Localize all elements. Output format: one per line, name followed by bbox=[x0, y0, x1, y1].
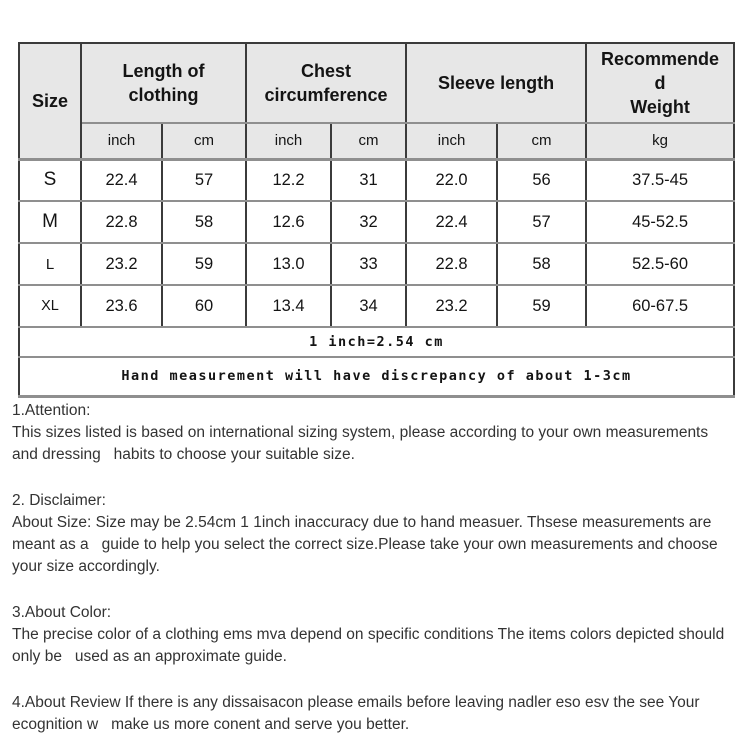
section-disclaimer bbox=[12, 490, 744, 578]
value-cell: 13.0 bbox=[246, 243, 331, 285]
value-cell: 12.2 bbox=[246, 159, 331, 201]
size-cell: S bbox=[19, 159, 81, 201]
value-cell: 33 bbox=[331, 243, 406, 285]
header-sleeve-length bbox=[406, 43, 586, 123]
unit-cell: kg bbox=[586, 123, 734, 159]
section-title: 1.Attention: bbox=[12, 402, 91, 419]
value-cell: 23.2 bbox=[81, 243, 162, 285]
header-line: Recommende bbox=[601, 49, 720, 69]
header-line: d bbox=[654, 73, 666, 93]
table-units-row bbox=[19, 123, 734, 159]
size-cell: XL bbox=[19, 285, 81, 327]
table-row bbox=[19, 285, 734, 327]
value-cell: 58 bbox=[162, 201, 246, 243]
value-cell: 13.4 bbox=[246, 285, 331, 327]
measurement-discrepancy-note: Hand measurement will have discrepancy of about 1-3cm bbox=[19, 357, 734, 396]
value-cell: 31 bbox=[331, 159, 406, 201]
size-cell: M bbox=[19, 201, 81, 243]
size-cell: L bbox=[19, 243, 81, 285]
value-cell: 56 bbox=[497, 159, 586, 201]
header-length-of-clothing bbox=[81, 43, 246, 123]
value-cell: 12.6 bbox=[246, 201, 331, 243]
table-note-row bbox=[19, 357, 734, 396]
value-cell: 45-52.5 bbox=[586, 201, 734, 243]
section-about-color bbox=[12, 602, 744, 668]
section-title: 2. Disclaimer: bbox=[12, 492, 106, 509]
size-table bbox=[18, 42, 735, 398]
table-note-row bbox=[19, 327, 734, 357]
value-cell: 32 bbox=[331, 201, 406, 243]
unit-cell: cm bbox=[497, 123, 586, 159]
value-cell: 23.2 bbox=[406, 285, 497, 327]
section-attention bbox=[12, 400, 744, 466]
section-line: your size accordingly. bbox=[12, 558, 160, 575]
section-line: only be used as an approximate guide. bbox=[12, 648, 287, 665]
value-cell: 57 bbox=[497, 201, 586, 243]
table-row bbox=[19, 243, 734, 285]
header-line: circumference bbox=[264, 85, 388, 105]
unit-cell: cm bbox=[331, 123, 406, 159]
header-line: Chest bbox=[301, 61, 352, 81]
value-cell: 60 bbox=[162, 285, 246, 327]
table-row bbox=[19, 201, 734, 243]
value-cell: 23.6 bbox=[81, 285, 162, 327]
inch-conversion-note: 1 inch=2.54 cm bbox=[19, 327, 734, 357]
header-line: Weight bbox=[630, 97, 690, 117]
header-recommended-weight bbox=[586, 43, 734, 123]
unit-cell: inch bbox=[246, 123, 331, 159]
value-cell: 59 bbox=[162, 243, 246, 285]
value-cell: 22.0 bbox=[406, 159, 497, 201]
unit-cell: inch bbox=[81, 123, 162, 159]
value-cell: 58 bbox=[497, 243, 586, 285]
unit-cell: inch bbox=[406, 123, 497, 159]
section-line: meant as a guide to help you select the correct size.Please take your own measurements and choose bbox=[12, 536, 718, 553]
header-line: Length of bbox=[122, 61, 205, 81]
value-cell: 60-67.5 bbox=[586, 285, 734, 327]
value-cell: 52.5-60 bbox=[586, 243, 734, 285]
section-line: and dressing habits to choose your suitable size. bbox=[12, 446, 355, 463]
section-line: ecognition w make us more conent and serve you better. bbox=[12, 716, 410, 733]
notes-sections bbox=[12, 400, 744, 750]
section-title: 3.About Color: bbox=[12, 604, 112, 621]
value-cell: 59 bbox=[497, 285, 586, 327]
value-cell: 22.8 bbox=[81, 201, 162, 243]
value-cell: 22.8 bbox=[406, 243, 497, 285]
header-size: Size bbox=[19, 43, 81, 159]
unit-cell: cm bbox=[162, 123, 246, 159]
value-cell: 34 bbox=[331, 285, 406, 327]
header-line: Sleeve length bbox=[438, 73, 555, 93]
table-row bbox=[19, 159, 734, 201]
section-about-review bbox=[12, 692, 744, 736]
section-line: 4.About Review If there is any dissaisacon please emails before leaving nadler eso esv the see Your bbox=[12, 694, 700, 711]
section-line: About Size: Size may be 2.54cm 1 1inch inaccuracy due to hand measuer. Thsese measurements are bbox=[12, 514, 712, 531]
section-line: The precise color of a clothing ems mva depend on specific conditions The items colors depicted should bbox=[12, 626, 725, 643]
header-line: clothing bbox=[128, 85, 199, 105]
table-header-row bbox=[19, 43, 734, 123]
header-chest-circumference bbox=[246, 43, 406, 123]
value-cell: 57 bbox=[162, 159, 246, 201]
section-line: This sizes listed is based on international sizing system, please according to your own measurements bbox=[12, 424, 709, 441]
value-cell: 22.4 bbox=[406, 201, 497, 243]
value-cell: 37.5-45 bbox=[586, 159, 734, 201]
value-cell: 22.4 bbox=[81, 159, 162, 201]
